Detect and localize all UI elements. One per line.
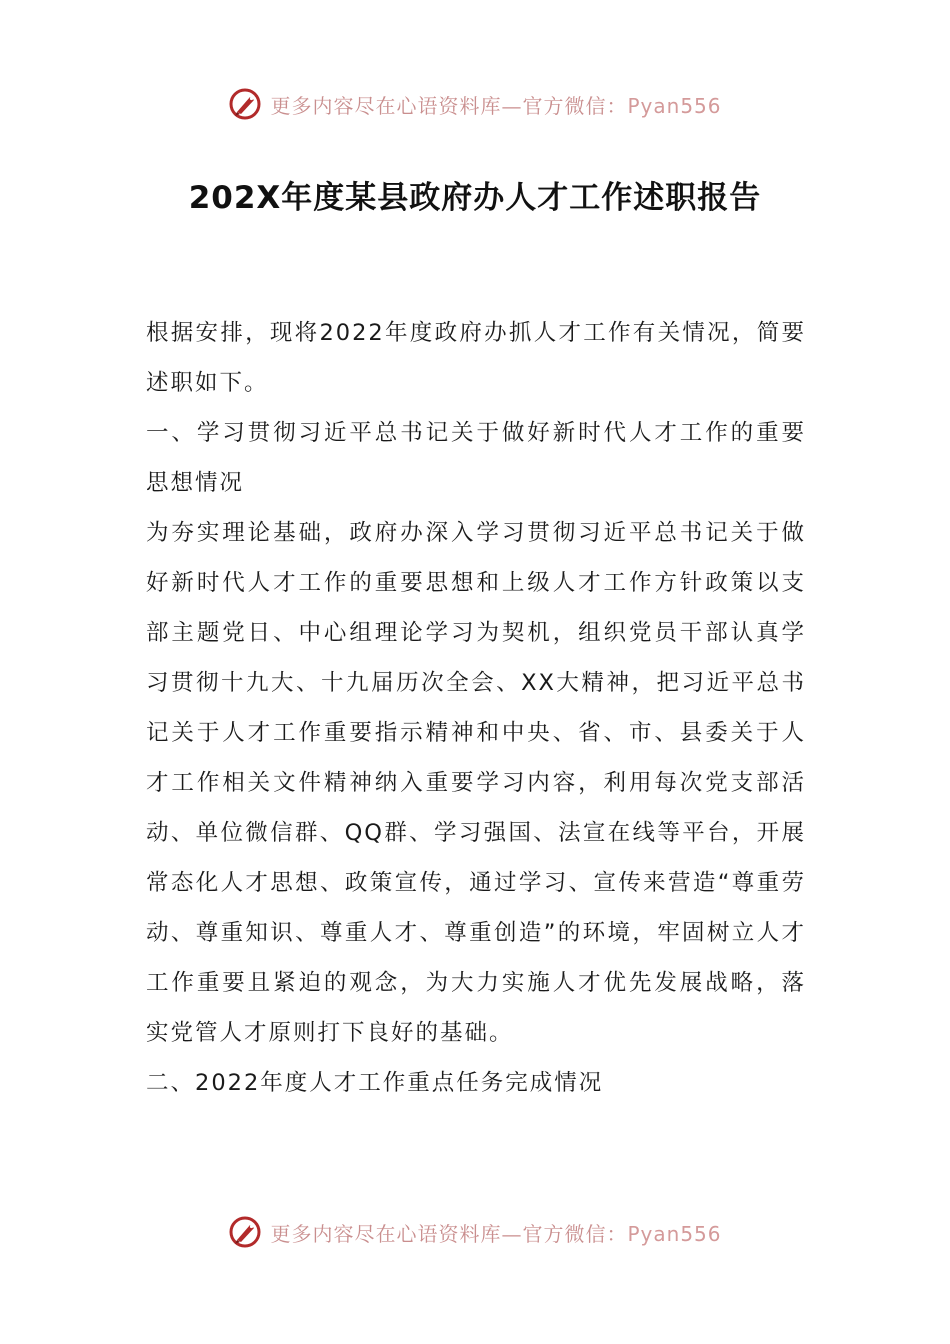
banner-text: 更多内容尽在心语资料库—官方微信：Pyan556	[270, 93, 722, 118]
paragraph-intro: 根据安排，现将2022年度政府办抓人才工作有关情况，简要述职如下。	[146, 320, 806, 396]
document-title: 202X年度某县政府办人才工作述职报告	[188, 180, 762, 216]
wechat-id: Pyan556	[627, 1221, 722, 1246]
banner-text: 更多内容尽在心语资料库—官方微信：Pyan556	[270, 1221, 722, 1246]
document-body	[146, 308, 806, 1108]
section-heading-1: 一、学习贯彻习近平总书记关于做好新时代人才工作的重要思想情况	[146, 420, 806, 496]
wechat-id: Pyan556	[627, 93, 722, 118]
footer-banner	[0, 1212, 950, 1252]
pen-nib-circle-icon	[228, 87, 262, 121]
header-banner	[0, 84, 950, 124]
pen-nib-circle-icon	[228, 1215, 262, 1249]
section-heading-2: 二、2022年度人才工作重点任务完成情况	[146, 1070, 604, 1096]
paragraph-section-1: 为夯实理论基础，政府办深入学习贯彻习近平总书记关于做好新时代人才工作的重要思想和上级人才工作方针政策以支部主题党日、中心组理论学习为契机，组织党员干部认真学习贯彻十九大、十九届历次全会、XX大精神，把习近平总书记关于人才工作重要指示精神和中央、省、市、县委关于人才工作相关文件精神纳入重要学习内容，利用每次党支部活动、单位微信群、QQ群、学习强国、法宣在线等平台，开展常态化人才思想、政策宣传，通过学习、宣传来营造“尊重劳动、尊重知识、尊重人才、尊重创造”的环境，牢固树立人才工作重要且紧迫的观念，为大力实施人才优先发展战略，落实党管人才原则打下良好的基础。	[146, 520, 806, 1046]
